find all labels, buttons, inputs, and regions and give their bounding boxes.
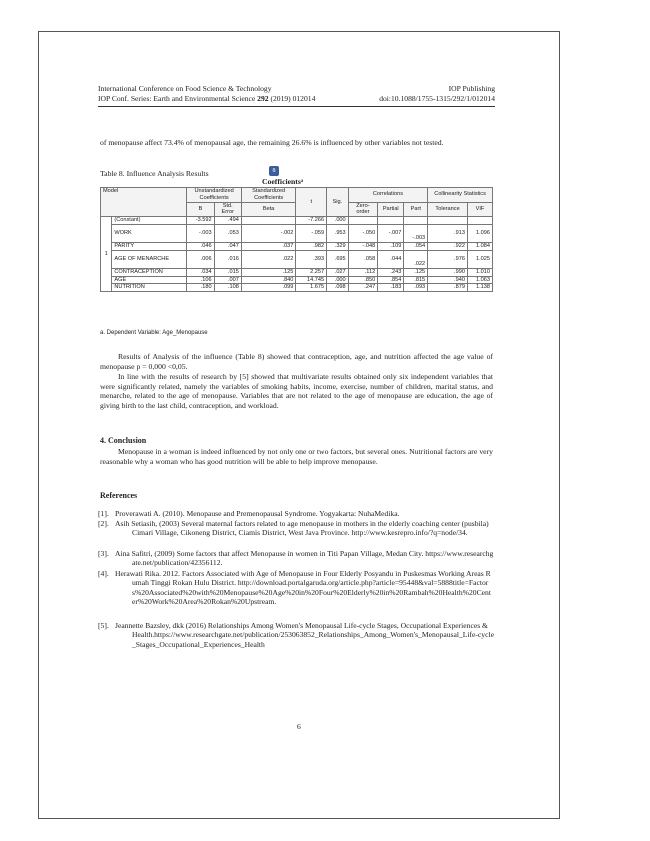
cell-zero-order: .850 [348,276,378,284]
cell-std-error: .108 [214,284,241,292]
cell-zero-order: .112 [348,268,378,276]
cell-zero-order [348,217,378,225]
cell-vif: 1.010 [467,268,492,276]
header-rule [98,106,495,107]
cell-variable: NUTRITION [112,284,187,292]
reference-item [98,621,494,649]
intro-paragraph: of menopause affect 73.4% of menopausal age, the remaining 26.6% is influenced by other variables not tested. [100,138,444,147]
cell-variable: CONTRACEPTION [112,268,187,276]
cell-b: -3.592 [187,217,214,225]
header-correlations: Correlations [348,188,428,203]
cell-part: -.003 [404,224,428,242]
header-standardized: Standardized Coefficients [241,188,296,203]
table-row [101,217,493,225]
cell-variable: AGE [112,276,187,284]
reference-item [98,549,494,568]
cell-zero-order: .058 [348,250,378,268]
reference-text: Proverawati A. (2010). Menopause and Premenopausal Syndrome. Yogyakarta: NuhaMedika. [115,509,400,518]
cell-sig: .329 [327,242,349,250]
reference-item [98,569,494,606]
cell-beta: .840 [241,276,296,284]
cell-part: .054 [404,242,428,250]
reference-item [98,509,494,518]
reference-number: [2]. [98,519,109,528]
cell-std-error: .053 [214,224,241,242]
references-heading: References [100,491,138,500]
cell-beta: .125 [241,268,296,276]
cell-tolerance: .990 [428,268,468,276]
cell-t: -.059 [296,224,327,242]
cell-b: .180 [187,284,214,292]
running-header-series [98,94,495,103]
reference-number: [4]. [98,569,109,578]
cell-zero-order: -.050 [348,224,378,242]
cell-tolerance: .940 [428,276,468,284]
header-sig: Sig. [327,188,349,217]
cell-sig: .000 [327,217,349,225]
conference-name: International Conference on Food Science & Technology [98,84,272,93]
table-row [101,224,493,242]
header-unstandardized: Unstandardized Coefficients [187,188,242,203]
cell-t: 14.745 [296,276,327,284]
journal-series: IOP Conf. Series: Earth and Environmental Science [98,94,258,103]
coefficients-table [100,187,493,292]
cell-variable: (Constant) [112,217,187,225]
cell-part: .125 [404,268,428,276]
cell-zero-order: -.048 [348,242,378,250]
publisher-name: IOP Publishing [448,84,495,93]
header-std-error: Std. Error [214,202,241,217]
header-zero-order: Zero-order [348,202,378,217]
cell-std-error: .015 [214,268,241,276]
header-model: Model [101,188,187,217]
header-t: t [296,188,327,217]
cell-b: -.003 [187,224,214,242]
cell-beta: -.002 [241,224,296,242]
cell-beta: .099 [241,284,296,292]
page-number: 6 [297,722,301,731]
cell-tolerance: .879 [428,284,468,292]
table-row [101,276,493,284]
cell-tolerance: .976 [428,250,468,268]
cell-t: .982 [296,242,327,250]
cell-partial: .243 [378,268,404,276]
header-vif: VIF [467,202,492,217]
cell-b: .046 [187,242,214,250]
table-row [101,268,493,276]
reference-number: [5]. [98,621,109,630]
cell-beta: .022 [241,250,296,268]
cell-tolerance: .913 [428,224,468,242]
cell-vif: 1.063 [467,276,492,284]
cell-part: .815 [404,276,428,284]
cell-sig: .027 [327,268,349,276]
reference-text: Herawati Rika. 2012. Factors Associated with Age of Menopause in Four Elderly Posyandu in Puskesmas Working Areas Rumah Tinggi Rokan Hulu District. http://download.portalgaruda.org/article.php?article=95448&val=5888title=Factors%20Associated%20with%20Menopause%20Age%20in%20Four%20Elderly%20in%20Rambah%20Health%20Center%20Work%20Area%20Rokan%20Upstream. [115,569,491,606]
table-caption: Table 8. Influence Analysis Results [100,169,209,178]
results-paragraph: Results of Analysis of the influence (Table 8) showed that contraception, age, and nutrition affected the age value of menopause p = 0,000 <0,05. [100,352,493,371]
cell-partial: -.007 [378,224,404,242]
cell-vif: 1.084 [467,242,492,250]
conclusion-heading: 4. Conclusion [100,436,147,445]
header-part: Part [404,202,428,217]
cell-vif: 1.025 [467,250,492,268]
header-beta: Beta [241,202,296,217]
cell-part [404,217,428,225]
cell-vif: 1.096 [467,224,492,242]
article-doi: doi:10.1088/1755-1315/292/1/012014 [379,94,495,103]
cell-partial: .109 [378,242,404,250]
table-footnote: a. Dependent Variable: Age_Menopause [100,330,208,336]
cell-vif [467,217,492,225]
cell-std-error: .016 [214,250,241,268]
cell-std-error: .494 [214,217,241,225]
running-header-top [98,84,495,93]
cell-t: -7.266 [296,217,327,225]
cell-tolerance [428,217,468,225]
cell-partial: .183 [378,284,404,292]
header-collinearity: Collinearity Statistics [428,188,493,203]
cell-beta [241,217,296,225]
cell-sig: .000 [327,276,349,284]
cell-std-error: .047 [214,242,241,250]
cell-t: 1.675 [296,284,327,292]
conclusion-paragraph: Menopause in a woman is indeed influenced by not only one or two factors, but several ones. Nutritional factors are very reasonable why a woman who has good nutrition will be able to help improve menopause. [100,447,493,466]
reference-text: Aina Safitri, (2009) Some factors that affect Menopause in women in Titi Papan Village, Medan City. https://www.researchgate.net/publication/42356112. [115,549,494,568]
cell-part: .022 [404,250,428,268]
cell-partial: .044 [378,250,404,268]
table-badge: 8 [269,166,279,176]
cell-zero-order: .247 [348,284,378,292]
header-tolerance: Tolerance [428,202,468,217]
cell-variable: WORK [112,224,187,242]
cell-b: .106 [187,276,214,284]
table-row [101,284,493,292]
page-sheet [38,31,560,819]
cell-partial: .854 [378,276,404,284]
cell-b: .034 [187,268,214,276]
cell-beta: .037 [241,242,296,250]
cell-part: .093 [404,284,428,292]
cell-variable: PARITY [112,242,187,250]
cell-tolerance: .922 [428,242,468,250]
table-title: Coefficientsᵃ [262,177,304,186]
header-b: B [187,202,214,217]
reference-number: [1]. [98,509,109,518]
journal-volume: 292 [257,94,269,103]
cell-sig: .695 [327,250,349,268]
header-partial: Partial [378,202,404,217]
cell-std-error: .007 [214,276,241,284]
cell-vif: 1.138 [467,284,492,292]
cell-variable: AGE OF MENARCHE [112,250,187,268]
reference-item [98,519,494,538]
reference-text: Jeannette Bazsley, dkk (2016) Relationships Among Women's Menopausal Life-cycle Stages, Occupational Experiences & Health.https://www.researchgate.net/publication/253063852_Relationships_Among_Women's_Menopausal_Life-cycle_Stages_Occupational_Experiences_Health [115,621,494,649]
cell-t: .393 [296,250,327,268]
cell-partial [378,217,404,225]
cell-t: 2.257 [296,268,327,276]
discussion-paragraph: In line with the results of research by [5] showed that multivariate results obtained only six independent variables that were significantly related, namely the variables of smoking habits, income, exercise, number of children, marital status, and menarche, related to the age of menopause. Variables that are not related to the age of menopause are education, the age of giving birth to the last child, contraception, and workload. [100,372,493,410]
cell-sig: .953 [327,224,349,242]
cell-sig: .098 [327,284,349,292]
reference-number: [3]. [98,549,109,558]
table-row [101,242,493,250]
model-number: 1 [101,217,112,292]
journal-article-id: (2019) 012014 [268,94,316,103]
cell-b: .006 [187,250,214,268]
table-row [101,250,493,268]
reference-text: Asih Setiasih, (2003) Several maternal factors related to age menopause in mothers in the elderly coaching center (pusbila) Cimari Village, Cikoneng District, Ciamis District, West Java Province. http://www.kesrepro.info/?q=node/34. [115,519,489,538]
